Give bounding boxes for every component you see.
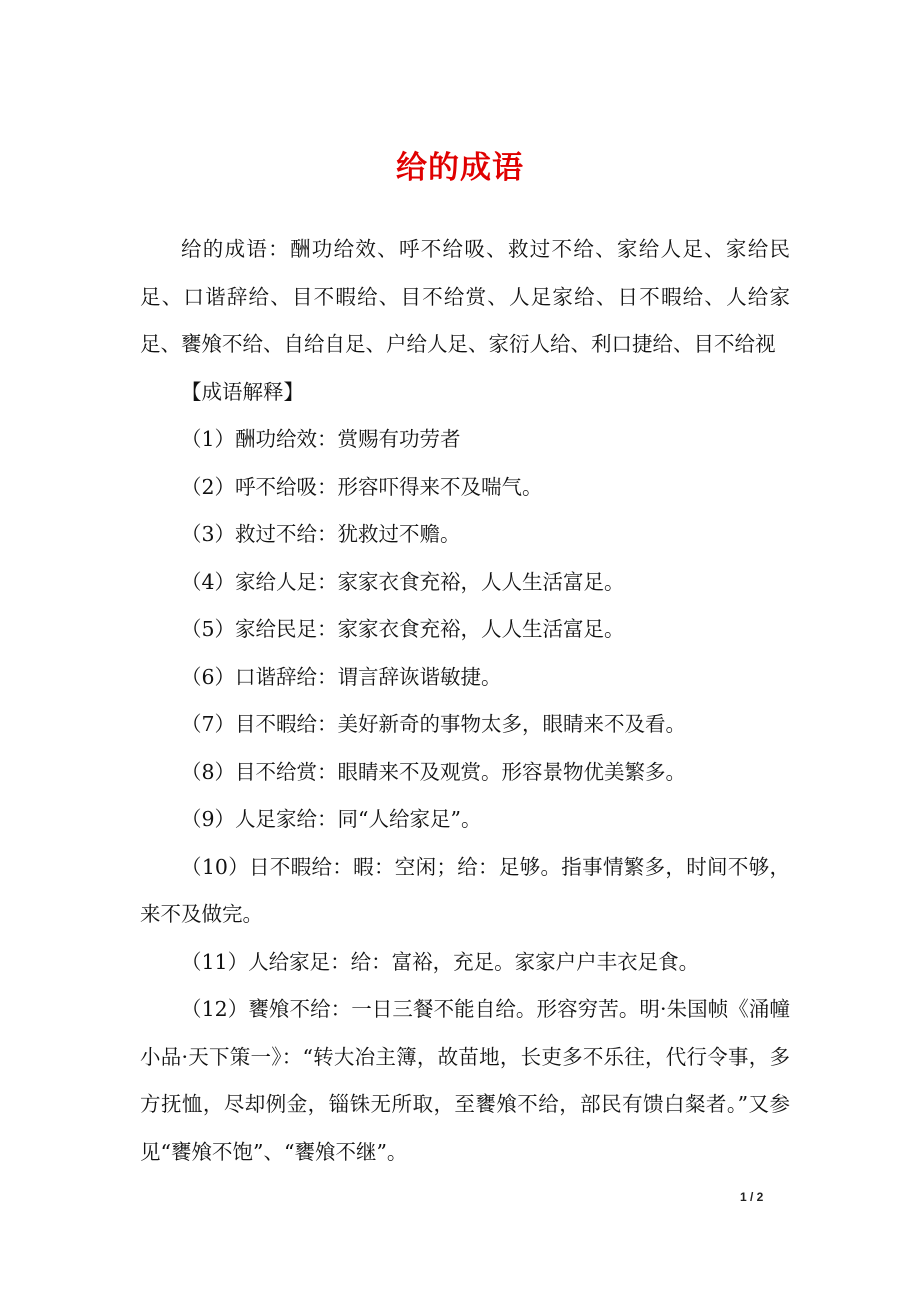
entry-paragraph: （9）人足家给：同“人给家足”。 <box>181 807 482 831</box>
document-body <box>140 226 790 1176</box>
entry-paragraph: （5）家给民足：家家衣食充裕，人人生活富足。 <box>181 617 625 641</box>
entry-paragraph: （4）家给人足：家家衣食充裕，人人生活富足。 <box>181 569 625 594</box>
page-title: 给的成语 <box>396 150 524 186</box>
page-number: 1 / 2 <box>740 1190 764 1204</box>
entry-paragraph: （6）口谐辞给：谓言辞诙谐敏捷。 <box>181 664 502 689</box>
entry-paragraph: （8）目不给赏：眼睛来不及观赏。形容景物优美繁多。 <box>181 759 687 784</box>
entry-paragraph: （1）酬功给效：赏赐有功劳者 <box>181 427 461 451</box>
entry-paragraph: （7）目不暇给：美好新奇的事物太多，眼睛来不及看。 <box>181 712 687 736</box>
entry-paragraph: （2）呼不给吸：形容吓得来不及喘气。 <box>181 474 543 499</box>
intro-paragraph: 给的成语：酬功给效、呼不给吸、救过不给、家给人足、家给民足、口谐辞给、目不暇给、目不给赏、人足家给、日不暇给、人给家足、饔飧不给、自给自足、户给人足、家衍人给、利口捷给、目不给视 <box>140 237 790 356</box>
entry-paragraph: （12）饔飧不给：一日三餐不能自给。形容穷苦。明·朱国帧《涌幢小品·天下策一》：“转大冶主簿，故苗地，长吏多不乐往，代行令事，多方抚恤，尽却例金，锱铢无所取，至饔飧不给，部民有馈白粲者。”又参见“饔飧不饱”、“饔飧不继”。 <box>140 997 790 1164</box>
entry-paragraph: （11）人给家足：给：富裕，充足。家家户户丰衣足食。 <box>181 949 700 974</box>
entry-paragraph: （10）日不暇给：暇：空闲；给：足够。指事情繁多，时间不够，来不及做完。 <box>140 854 790 926</box>
section-heading: 【成语解释】 <box>181 379 304 404</box>
entry-paragraph: （3）救过不给：犹救过不赡。 <box>181 522 461 546</box>
